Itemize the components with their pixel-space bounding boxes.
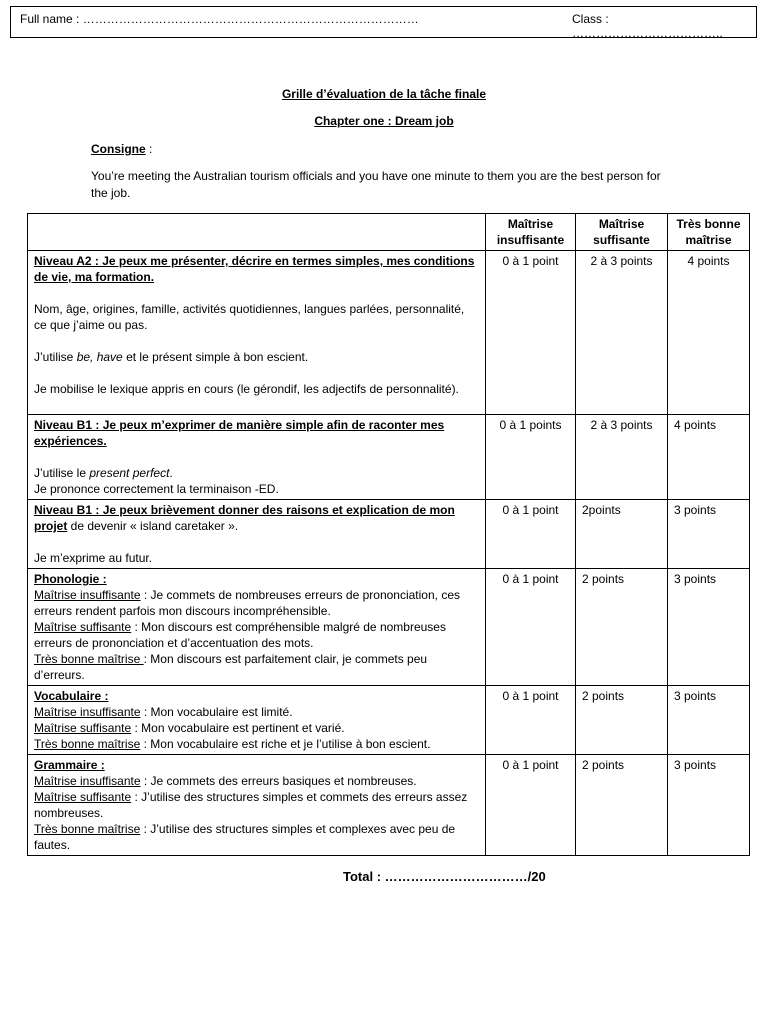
criteria-text: Maîtrise insuffisante : Je commets de nombreuses erreurs de prononciation, ces erreurs rendent parfois mon discours incompréhensible. [34, 588, 460, 618]
table-row [28, 755, 750, 856]
score-suffisante: 2 points [576, 569, 668, 686]
criteria-cell [28, 251, 486, 415]
criteria-text: Très bonne maîtrise : Mon vocabulaire est riche et je l’utilise à bon escient. [34, 737, 431, 751]
total-score[interactable]: Total : ……………………………/20 [343, 869, 546, 884]
grid-header-row [28, 214, 750, 251]
evaluation-grid [27, 213, 750, 856]
criteria-cell [28, 415, 486, 500]
criteria-text: Je m’exprime au futur. [34, 551, 153, 565]
criteria-text: Maîtrise suffisante : Mon discours est compréhensible malgré de nombreuses erreurs de prononciation et d’accentuation des mots. [34, 620, 446, 650]
criteria-text: Nom, âge, origines, famille, activités quotidiennes, langues parlées, personnalité, ce que j’aime ou pas. [34, 302, 465, 332]
score-suffisante: 2 à 3 points [576, 415, 668, 500]
consigne-heading: Consigne : [91, 142, 153, 156]
score-tres-bonne: 3 points [668, 500, 750, 569]
header-insuffisante: Maîtrise insuffisante [486, 214, 576, 251]
score-tres-bonne: 4 points [668, 251, 750, 415]
header-criteria [28, 214, 486, 251]
score-tres-bonne: 3 points [668, 755, 750, 856]
score-suffisante: 2 points [576, 686, 668, 755]
table-row [28, 686, 750, 755]
criteria-text: Je mobilise le lexique appris en cours (le gérondif, les adjectifs de personnalité). [34, 382, 459, 396]
table-row [28, 569, 750, 686]
score-insuffisante: 0 à 1 point [486, 755, 576, 856]
criteria-cell [28, 500, 486, 569]
student-info-box [10, 6, 757, 38]
score-insuffisante: 0 à 1 point [486, 569, 576, 686]
criteria-text: Je prononce correctement la terminaison -ED. [34, 482, 279, 496]
full-name-field[interactable]: Full name : ………………………………………………………………………… [20, 12, 419, 26]
criteria-text: Maîtrise insuffisante : Mon vocabulaire est limité. [34, 705, 293, 719]
criteria-text: Maîtrise suffisante : J’utilise des structures simples et commets des erreurs assez nombreuses. [34, 790, 468, 820]
document-title: Grille d’évaluation de la tâche finale [281, 87, 487, 101]
table-row [28, 415, 750, 500]
score-tres-bonne: 3 points [668, 686, 750, 755]
criteria-title: Grammaire : [34, 758, 105, 772]
criteria-text: Maîtrise suffisante : Mon vocabulaire est pertinent et varié. [34, 721, 345, 735]
criteria-text: J’utilise le present perfect. [34, 466, 173, 480]
consigne-text: You’re meeting the Australian tourism officials and you have one minute to them you are the best person for the job. [91, 169, 661, 200]
criteria-title: Niveau B1 : Je peux m’exprimer de manière simple afin de raconter mes expériences. [34, 418, 445, 448]
criteria-title: Vocabulaire : [34, 689, 109, 703]
criteria-text: Très bonne maîtrise : Mon discours est parfaitement clair, je commets peu d’erreurs. [34, 652, 428, 682]
score-suffisante: 2 points [576, 755, 668, 856]
score-tres-bonne: 3 points [668, 569, 750, 686]
criteria-title: Phonologie : [34, 572, 107, 586]
criteria-title: Niveau A2 : Je peux me présenter, décrire en termes simples, mes conditions de vie, ma formation. [34, 254, 475, 284]
table-row [28, 500, 750, 569]
header-suffisante: Maîtrise suffisante [576, 214, 668, 251]
criteria-text: Maîtrise insuffisante : Je commets des erreurs basiques et nombreuses. [34, 774, 417, 788]
criteria-text: Très bonne maîtrise : J’utilise des structures simples et complexes avec peu de fautes. [34, 822, 456, 852]
document-subtitle: Chapter one : Dream job [314, 114, 454, 128]
criteria-cell [28, 686, 486, 755]
score-tres-bonne: 4 points [668, 415, 750, 500]
criteria-title: Niveau B1 : Je peux brièvement donner des raisons et explication de mon projet de devenir « island caretaker ». [34, 503, 455, 533]
score-insuffisante: 0 à 1 point [486, 500, 576, 569]
score-insuffisante: 0 à 1 point [486, 686, 576, 755]
header-tres-bonne: Très bonne maîtrise [668, 214, 750, 251]
criteria-cell [28, 569, 486, 686]
criteria-text: J’utilise be, have et le présent simple à bon escient. [34, 350, 309, 364]
score-suffisante: 2points [576, 500, 668, 569]
criteria-cell [28, 755, 486, 856]
class-field[interactable]: Class : ……………………………….. [572, 12, 723, 40]
table-row [28, 251, 750, 415]
score-suffisante: 2 à 3 points [576, 251, 668, 415]
score-insuffisante: 0 à 1 points [486, 415, 576, 500]
score-insuffisante: 0 à 1 point [486, 251, 576, 415]
